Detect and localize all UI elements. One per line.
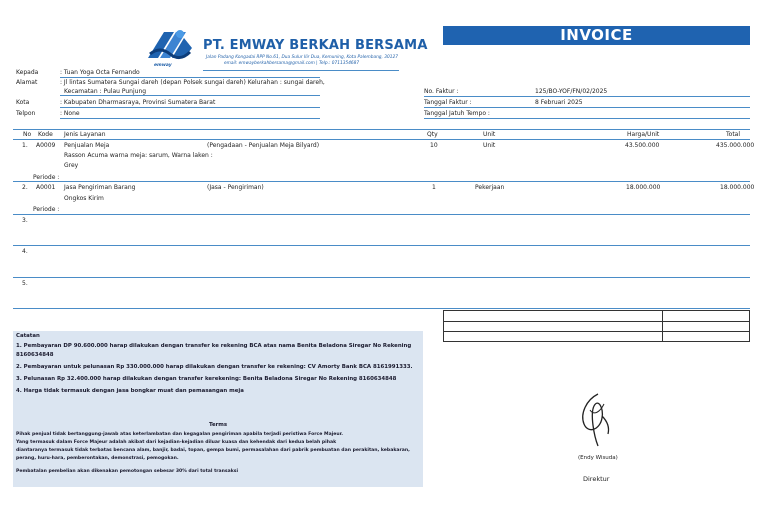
- note-4: 4. Harga tidak termasuk dengan jasa bongkar muat dan pemasangan meja: [16, 388, 244, 394]
- row-total: 18.000.000: [720, 184, 755, 191]
- telpon-value: : None: [60, 110, 80, 117]
- terms-line: Yang termasuk dalam Force Majeur adalah akibat dari kejadian-kejadian diluar kuasa dan kehendak dari kedua belah pihak: [16, 440, 337, 445]
- rule: [424, 96, 750, 97]
- row-harga: 43.500.000: [625, 142, 660, 149]
- kepada-value: : Tuan Yoga Octa Fernando: [60, 69, 140, 76]
- no-faktur-label: No. Faktur :: [424, 88, 459, 95]
- header-qty: Qty: [427, 131, 438, 138]
- tanggal-faktur-value: 8 Februari 2025: [535, 99, 583, 106]
- company-logo: [140, 24, 200, 72]
- company-name: PT. EMWAY BERKAH BERSAMA: [203, 38, 428, 53]
- totals-col-rule: [662, 311, 663, 341]
- row-no: 2.: [22, 184, 28, 191]
- row-qty: 10: [430, 142, 438, 149]
- row-jenis: Penjualan Meja: [64, 142, 110, 149]
- company-address-line1: Jalan Padang Kongadai RPP No.61, Dua Sulur Ilir Dua, Kemuning, Kota Palembang, 30127: [206, 55, 398, 60]
- signature-image: [572, 390, 622, 450]
- row-unit: Unit: [483, 142, 496, 149]
- row-jenis: Jasa Pengiriman Barang: [64, 184, 136, 191]
- tanggal-jatuh-tempo-label: Tanggal Jatuh Tempo :: [424, 110, 490, 117]
- row-desc: Rasson Acuma warna meja: sarum, Warna laken :: [64, 152, 213, 159]
- row-total: 435.000.000: [716, 142, 755, 149]
- rule: [424, 118, 750, 119]
- row-kategori: (Jasa - Pengiriman): [207, 184, 264, 191]
- company-address: [206, 55, 398, 67]
- row-kode: A0009: [36, 142, 56, 149]
- rule: [60, 118, 320, 119]
- notes-panel: [13, 331, 423, 487]
- note-1: 1. Pembayaran DP 90.600.000 harap dilakukan dengan transfer ke rekening BCA atas nama Benita Beladona Siregar No Rekening: [16, 343, 412, 349]
- terms-line: diantaranya termasuk tidak terbatas bencana alam, banjir, badai, topan, gempa bumi, permasalahan dari pabrik pembuatan dan perakitan, kebakaran,: [16, 448, 410, 453]
- row-qty: 1: [432, 184, 436, 191]
- row-rule: [13, 245, 750, 246]
- note-2: 2. Pembayaran untuk pelunasan Rp 330.000.000 harap dilakukan dengan transfer ke rekening: CV Amorty Bank BCA 8161991333.: [16, 364, 413, 370]
- logo-text: emway: [154, 63, 172, 68]
- rule: [424, 107, 750, 108]
- totals-row-rule: [444, 321, 749, 322]
- totals-table: [443, 310, 750, 342]
- header-jenis-layanan: Jenis Layanan: [64, 131, 106, 138]
- rule: [60, 107, 320, 108]
- row-no: 3.: [22, 217, 28, 224]
- kota-label: Kota: [16, 99, 30, 106]
- no-faktur-value: 125/BO-YOF/FN/02/2025: [535, 88, 608, 95]
- header-rule: [13, 139, 750, 140]
- row-kategori: (Pengadaan - Penjualan Meja Bilyard): [207, 142, 320, 149]
- row-periode: Periode :: [33, 206, 60, 213]
- terms-title: Terms: [209, 422, 228, 428]
- row-desc: Grey: [64, 162, 79, 169]
- row-rule: [13, 214, 750, 215]
- header-unit: Unit: [483, 131, 496, 138]
- note-3: 3. Pelunasan Rp 32.400.000 harap dilakukan dengan transfer kerekening: Benita Beladona Siregar No Rekening 8160634848: [16, 376, 397, 382]
- alamat-value-1: : Jl lintas Sumatera Sungai dareh (depan Polsek sungai dareh) Kelurahan : sungai dareh,: [60, 79, 325, 86]
- row-no: 4.: [22, 248, 28, 255]
- rule: [60, 95, 320, 96]
- alamat-label: Alamat: [16, 79, 38, 86]
- company-address-line2: email: emwayberkahbersama@gmail.com | Telp.: 0711354687: [224, 61, 360, 66]
- alamat-value-2: Kecamatan : Pulau Punjung: [64, 88, 147, 95]
- notes-title: Catatan: [16, 333, 40, 339]
- terms-line: Pihak penjual tidak bertanggung-jawab atas keterlambatan dan kegagalan pengiriman apabila terjadi peristiwa Force Majeur.: [16, 432, 343, 437]
- header-harga-unit: Harga/Unit: [627, 131, 660, 138]
- header-rule: [203, 70, 399, 71]
- totals-row-rule: [444, 331, 749, 332]
- header-kode: Kode: [38, 131, 53, 138]
- row-harga: 18.000.000: [626, 184, 661, 191]
- tanggal-faktur-label: Tanggal Faktur :: [424, 99, 472, 106]
- note-1-cont: 8160634848: [16, 352, 54, 358]
- row-rule: [13, 277, 750, 278]
- signer-name: (Endy Wisuda): [578, 455, 618, 461]
- telpon-label: Telpon: [16, 110, 36, 117]
- row-kode: A0001: [36, 184, 56, 191]
- table-top-rule: [13, 129, 750, 130]
- row-rule: [13, 308, 750, 309]
- kepada-label: Kepada: [16, 69, 39, 76]
- header-no: No: [23, 131, 32, 138]
- signer-title: Direktur: [583, 475, 610, 483]
- row-unit: Pekerjaan: [475, 184, 505, 191]
- row-no: 1.: [22, 142, 28, 149]
- row-rule: [13, 181, 750, 182]
- header-total: Total: [726, 131, 741, 138]
- kota-value: : Kabupaten Dharmasraya, Provinsi Sumatera Barat: [60, 99, 216, 106]
- terms-line: Pembatalan pembelian akan dikenakan pemotongan sebesar 30% dari total transaksi: [16, 469, 239, 474]
- rule: [60, 77, 320, 78]
- row-periode: Periode :: [33, 174, 60, 181]
- row-desc: Ongkos Kirim: [64, 195, 104, 202]
- invoice-title: INVOICE: [443, 26, 750, 45]
- row-no: 5.: [22, 280, 28, 287]
- terms-line: perang, huru-hara, pemberontakan, demonstrasi, pemogokan.: [16, 456, 179, 461]
